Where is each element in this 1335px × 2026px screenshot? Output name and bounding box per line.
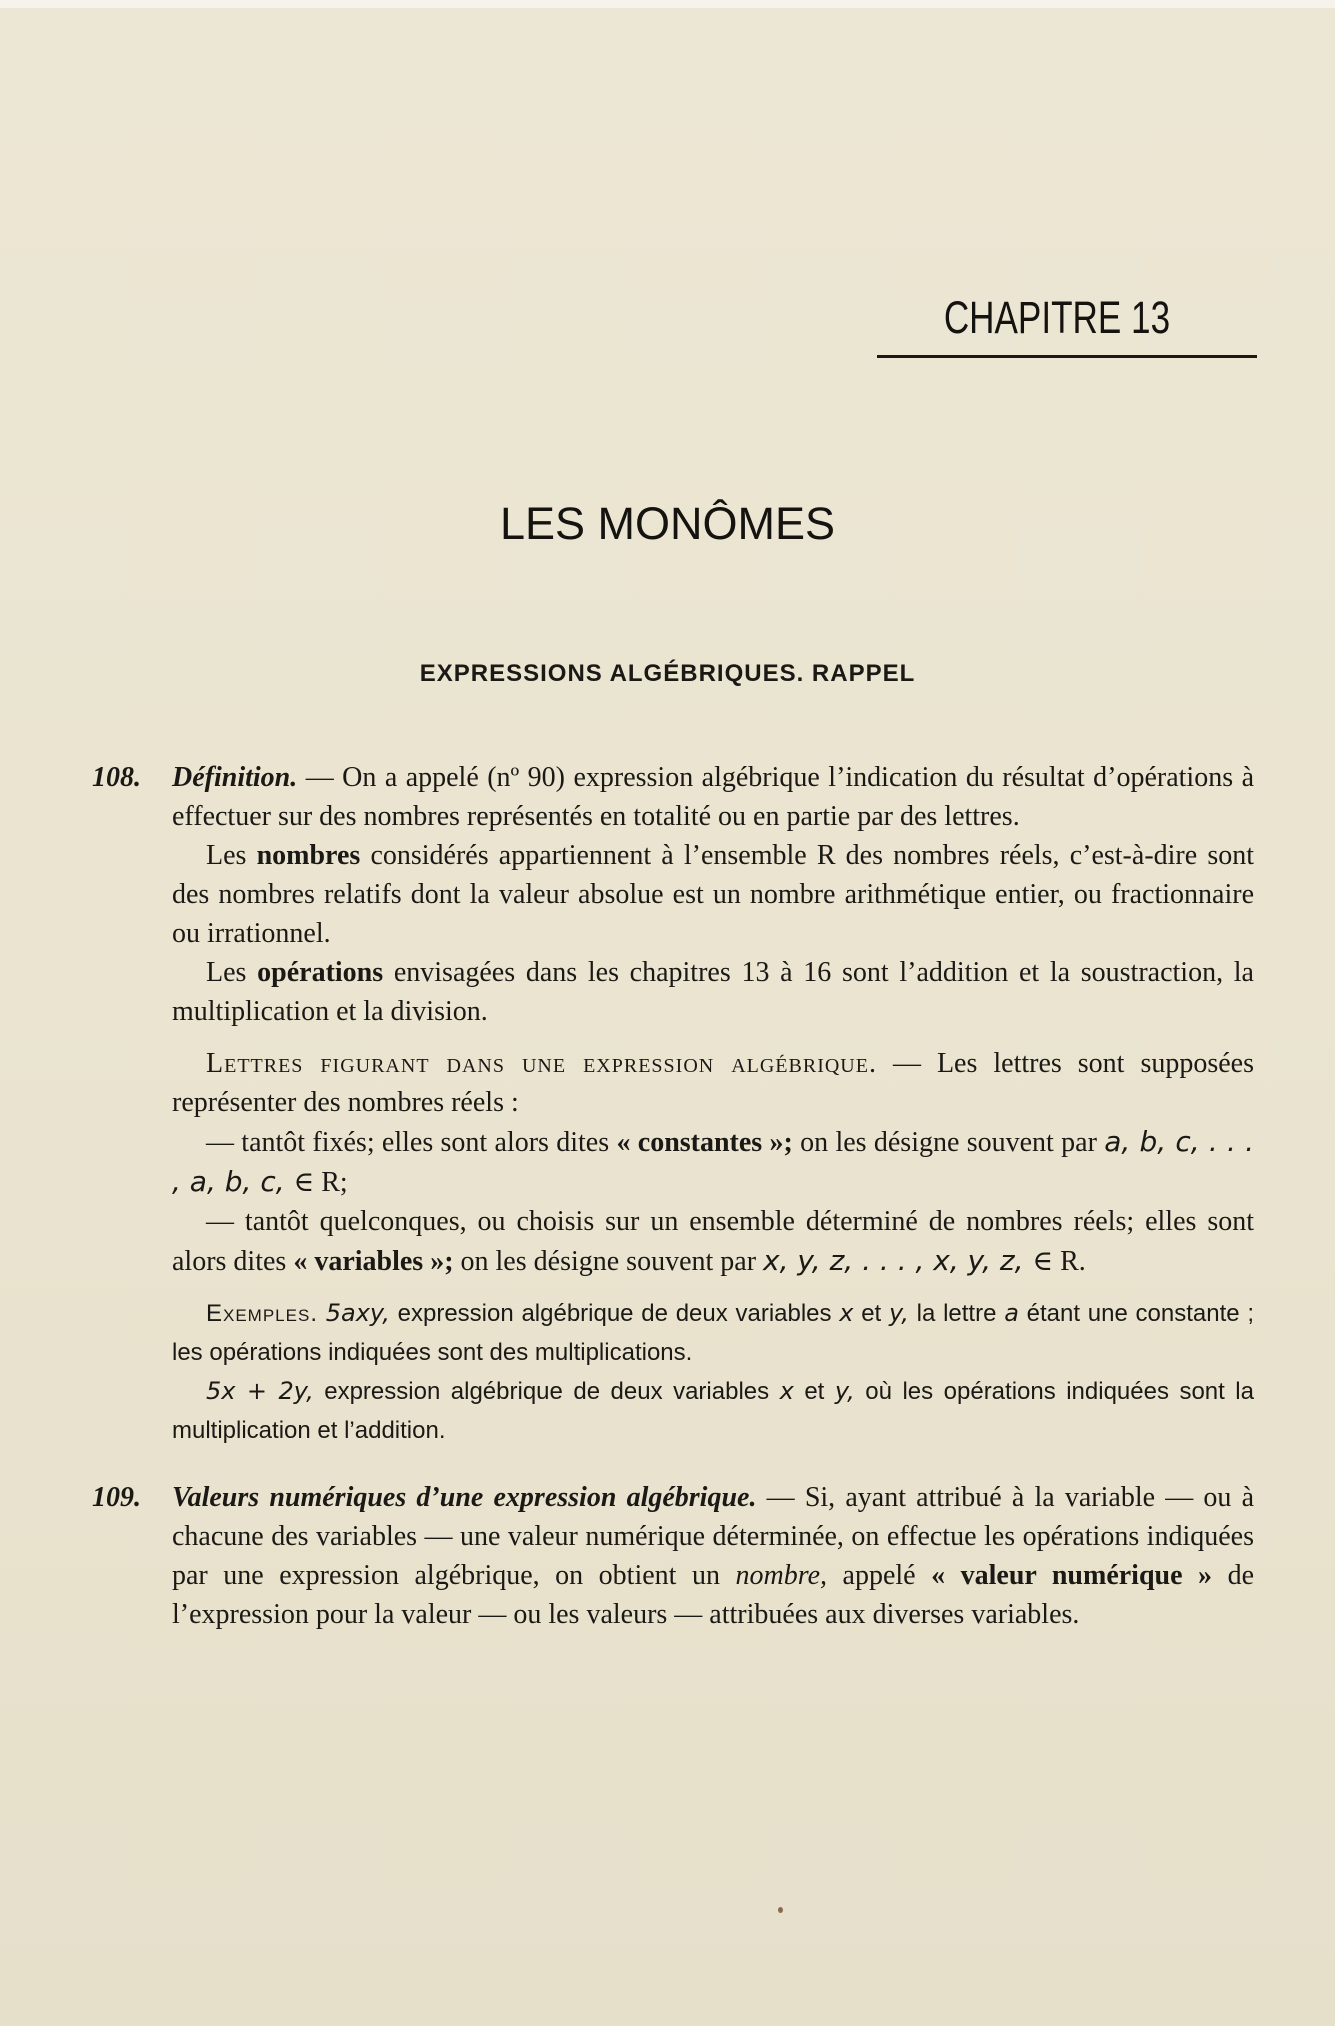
math-variables: a, b, c, . . . , a, b, c, <box>172 1125 1254 1198</box>
text-run: expression algébrique de deux variables <box>389 1300 840 1327</box>
text-run: on les désigne souvent par <box>792 1127 1105 1158</box>
text-run: considérés appartiennent à l’ensemble R des nombres réels, c’est-à-dire sont des nombres relatifs dont la valeur absolue est un nombre arithmétique entier, ou fractionnaire ou irrationnel. <box>172 840 1254 949</box>
text-run: — tantôt fixés; elles sont alors dites <box>206 1127 617 1158</box>
bold-term: opérations <box>257 957 384 988</box>
text-run: étant une constante ; les opérations indiquées sont des multiplications. <box>172 1300 1255 1366</box>
text-run: expression algébrique de deux variables <box>313 1378 780 1405</box>
math-variable: y, <box>834 1377 855 1405</box>
page-top-edge <box>0 0 1335 8</box>
paragraph-variables <box>172 1202 1254 1281</box>
paragraph-number: 108. <box>92 762 141 793</box>
text-run: ∈ R. <box>1032 1246 1086 1277</box>
text-run: Les <box>206 840 257 871</box>
text-run: de l’expression pour la valeur — ou les valeurs — attribuées aux diverses variables. <box>172 1560 1254 1630</box>
math-expression: 5axy, <box>325 1299 390 1327</box>
italic-term: nombre, <box>735 1560 827 1591</box>
paragraph-109-valeurs <box>92 1478 1254 1634</box>
paragraph-108-definition <box>92 758 1254 836</box>
paragraph-operations <box>172 953 1254 1031</box>
bold-term: « constantes »; <box>616 1127 793 1158</box>
bold-term: « valeur numérique » <box>931 1560 1213 1591</box>
math-expression: 5x + 2y, <box>206 1377 314 1405</box>
small-caps-label: Exemples. <box>206 1300 318 1327</box>
math-variable: x <box>839 1299 854 1327</box>
text-run: — Si, ayant attribué à la variable — ou à chacune des variables — une valeur numérique déterminée, on effectue les opérations indiquées par une expression algébrique, on obtient un <box>172 1482 1254 1591</box>
chapter-title: LES MONÔMES <box>499 498 836 549</box>
bold-term: nombres <box>256 840 361 871</box>
math-variable: y, <box>888 1299 909 1327</box>
text-run: où les opérations indiquées sont la multiplication et l’addition. <box>172 1378 1254 1444</box>
math-variable: a <box>1004 1299 1019 1327</box>
text-run: — Les lettres sont supposées représenter des nombres réels : <box>172 1048 1255 1118</box>
text-run: envisagées dans les chapitres 13 à 16 sont l’addition et la soustraction, la multiplication et la division. <box>172 957 1254 1027</box>
text-run: ∈ R; <box>293 1167 348 1198</box>
paragraph-exemples-2 <box>172 1372 1254 1450</box>
paragraph-nombres <box>172 836 1254 953</box>
text-run: et <box>793 1378 835 1405</box>
math-variable: x <box>779 1377 794 1405</box>
paragraph-number: 109. <box>92 1482 141 1513</box>
paragraph-lettres <box>172 1044 1254 1122</box>
section-heading: EXPRESSIONS ALGÉBRIQUES. RAPPEL <box>419 660 916 687</box>
text-run: et <box>853 1300 889 1327</box>
math-variables: x, y, z, . . . , x, y, z, <box>763 1244 1033 1277</box>
body-text <box>92 758 1255 1634</box>
text-run: appelé <box>827 1560 932 1591</box>
text-run: la lettre <box>908 1300 1005 1327</box>
chapter-label: CHAPITRE 13 <box>943 292 1170 343</box>
ink-speck <box>778 1907 783 1913</box>
paragraph-lead: Valeurs numériques d’une expression algébrique. <box>172 1482 757 1513</box>
small-caps-heading: Lettres figurant dans une expression algébrique. <box>206 1048 877 1079</box>
paragraph-constantes <box>172 1122 1254 1202</box>
paragraph-lead: Définition. <box>172 762 298 793</box>
text-run: Les <box>206 957 258 988</box>
bold-term: « variables »; <box>293 1246 454 1277</box>
text-run: on les désigne souvent par <box>453 1246 764 1277</box>
paragraph-exemples-1 <box>172 1294 1254 1372</box>
paragraph-text: — On a appelé (nº 90) expression algébrique l’indication du résultat d’opérations à effectuer sur des nombres représentés en totalité ou en partie par des lettres. <box>172 762 1254 832</box>
chapter-rule <box>877 355 1257 358</box>
text-run: — tantôt quelconques, ou choisis sur un ensemble déterminé de nombres réels; elles sont alors dites <box>172 1206 1254 1277</box>
